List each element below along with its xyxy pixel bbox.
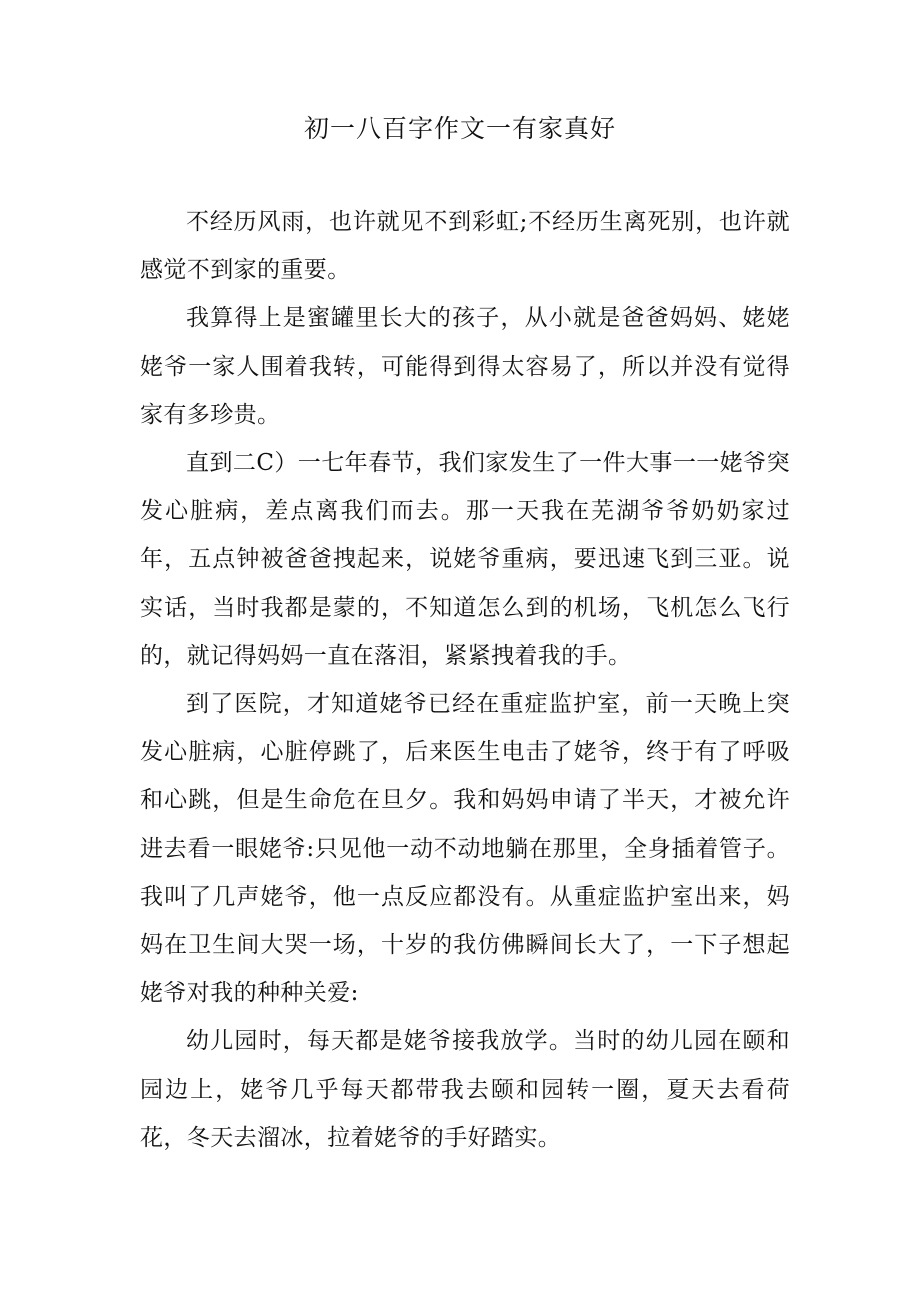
paragraph-5: 幼儿园时，每天都是姥爷接我放学。当时的幼儿园在颐和园边上，姥爷几乎每天都带我去颐和园转一圈，夏天去看荷花，冬天去溜冰，拉着姥爷的手好踏实。 (140, 1028, 790, 1151)
document-body (140, 198, 790, 1162)
paragraph-1: 不经历风雨，也许就见不到彩虹;不经历生离死别，也许就感觉不到家的重要。 (140, 209, 790, 284)
document-title: 初一八百字作文一有家真好 (303, 114, 616, 143)
paragraph-4: 到了医院，才知道姥爷已经在重症监护室，前一天晚上突发心脏病，心脏停跳了，后来医生电击了姥爷，终于有了呼吸和心跳，但是生命危在旦夕。我和妈妈申请了半天，才被允许进去看一眼姥爷:只见他一动不动地躺在那里，全身插着管子。我叫了几声姥爷，他一点反应都没有。从重症监护室出来，妈妈在卫生间大哭一场，十岁的我仿佛瞬间长大了，一下子想起姥爷对我的种种关爱: (140, 691, 790, 1007)
paragraph-2: 我算得上是蜜罐里长大的孩子，从小就是爸爸妈妈、姥姥姥爷一家人围着我转，可能得到得太容易了，所以并没有觉得家有多珍贵。 (140, 305, 790, 428)
paragraph-3: 直到二C）一七年春节，我们家发生了一件大事一一姥爷突发心脏病，差点离我们而去。那一天我在芜湖爷爷奶奶家过年，五点钟被爸爸拽起来，说姥爷重病，要迅速飞到三亚。说实话，当时我都是蒙的，不知道怎么到的机场，飞机怎么飞行的，就记得妈妈一直在落泪，紧紧拽着我的手。 (140, 450, 790, 669)
